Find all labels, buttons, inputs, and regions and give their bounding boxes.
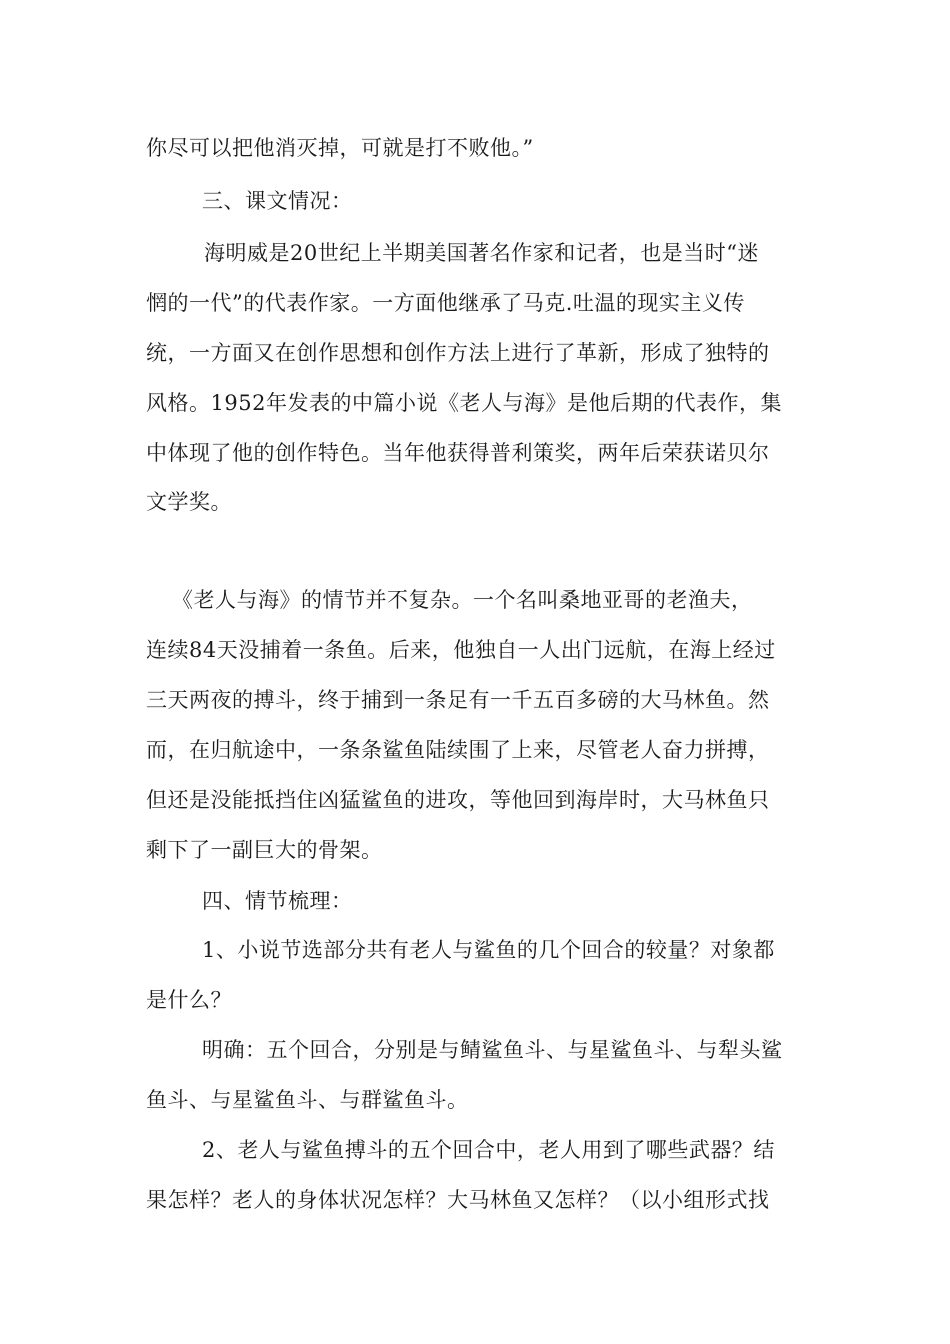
- paragraph-line: 《老人与海》的情节并不复杂。一个名叫桑地亚哥的老渔夫，: [172, 588, 753, 612]
- question-line: 是什么？: [146, 988, 232, 1012]
- paragraph-line: 剩下了一副巨大的骨架。: [146, 838, 383, 862]
- answer-line: 明确：五个回合，分别是与鲭鲨鱼斗、与星鲨鱼斗、与犁头鲨: [202, 1038, 783, 1062]
- question-line: 2、老人与鲨鱼搏斗的五个回合中，老人用到了哪些武器？结: [202, 1138, 775, 1162]
- paragraph-line: 中体现了他的创作特色。当年他获得普利策奖，两年后荣获诺贝尔: [146, 441, 770, 465]
- paragraph-line: 三天两夜的搏斗，终于捕到一条足有一千五百多磅的大马林鱼。然: [146, 688, 770, 712]
- question-line: 果怎样？老人的身体状况怎样？大马林鱼又怎样？（以小组形式找: [146, 1188, 770, 1212]
- paragraph-line: 但还是没能抵挡住凶猛鲨鱼的进攻，等他回到海岸时，大马林鱼只: [146, 788, 770, 812]
- paragraph-line: 连续84天没捕着一条鱼。后来，他独自一人出门远航，在海上经过: [146, 638, 776, 662]
- paragraph-line: 海明威是20世纪上半期美国著名作家和记者，也是当时“迷: [204, 241, 759, 265]
- paragraph-line: 文学奖。: [146, 490, 232, 514]
- paragraph-line: 而，在归航途中，一条条鲨鱼陆续围了上来，尽管老人奋力拼搏，: [146, 738, 770, 762]
- section-heading: 四、情节梳理：: [202, 889, 353, 913]
- section-heading: 三、课文情况：: [202, 189, 353, 213]
- paragraph-line: 风格。1952年发表的中篇小说《老人与海》是他后期的代表作，集: [146, 391, 782, 415]
- paragraph-line: 惘的一代”的代表作家。一方面他继承了马克.吐温的现实主义传: [146, 291, 745, 315]
- question-line: 1、小说节选部分共有老人与鲨鱼的几个回合的较量？对象都: [202, 938, 775, 962]
- answer-line: 鱼斗、与星鲨鱼斗、与群鲨鱼斗。: [146, 1088, 469, 1112]
- text-line: 你尽可以把他消灭掉，可就是打不败他。”: [146, 136, 534, 160]
- paragraph-line: 统，一方面又在创作思想和创作方法上进行了革新，形成了独特的: [146, 341, 770, 365]
